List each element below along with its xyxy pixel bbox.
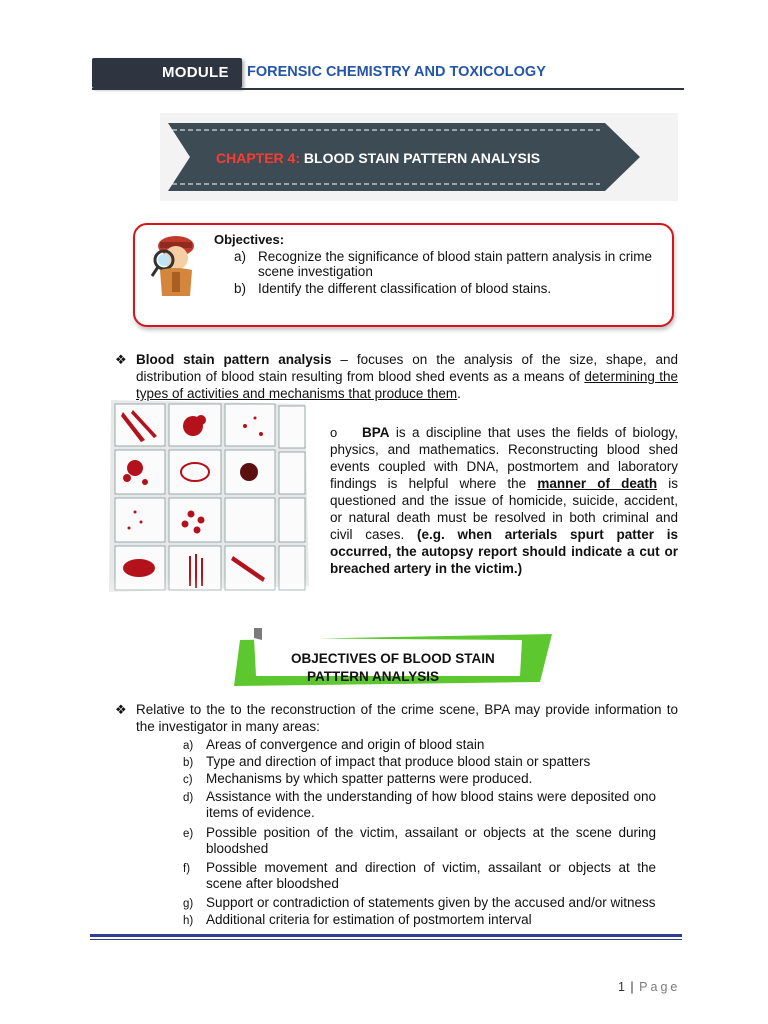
- page-word: Page: [639, 980, 681, 994]
- list-label: f): [183, 863, 191, 875]
- objective-text: Recognize the significance of blood stain pattern analysis in crime scene investigation: [258, 249, 652, 279]
- bpa-bullet: o: [330, 425, 338, 440]
- intro-term: Blood stain pattern analysis: [136, 352, 332, 367]
- list-text: Type and direction of impact that produce blood stain or spatters: [206, 754, 591, 769]
- objectives-banner-title: [291, 650, 495, 686]
- module-title: FORENSIC CHEMISTRY AND TOXICOLOGY: [247, 64, 546, 80]
- objective-label: a): [234, 249, 247, 264]
- header-rule: [92, 88, 684, 90]
- intro-text-1: – focuses on the analysis of the size, shape, and distribution of blood stain resulting from blood shed events as a means of: [136, 352, 679, 384]
- list-text: Possible position of the victim, assailant or objects at the scene during bloodshed: [206, 825, 656, 856]
- page-number: [618, 980, 680, 994]
- bpa-note: (e.g. when arterials spurt patter is occurred, the autopsy report should indicate a cut or breached artery in the victim.): [330, 527, 678, 576]
- list-label: c): [183, 774, 193, 786]
- module-label: MODULE: [162, 64, 229, 81]
- chapter-lead: CHAPTER 4:: [216, 150, 301, 166]
- intro-underlined: determining the types of activities and mechanisms that produce them: [136, 369, 678, 401]
- footer-rule-thin: [90, 939, 682, 940]
- list-text: Support or contradiction of statements given by the accused and/or witness: [206, 895, 656, 910]
- list-label: d): [183, 792, 194, 804]
- objective-label: b): [234, 281, 247, 296]
- bpa-term: BPA: [362, 425, 390, 440]
- relative-paragraph: Relative to the to the reconstruction of the crime scene, BPA may provide information to the investigator in many areas:: [136, 702, 678, 734]
- list-text: Additional criteria for estimation of postmortem interval: [206, 912, 532, 927]
- blood-stain-collage-image: [105, 396, 321, 636]
- list-text: Areas of convergence and origin of blood stain: [206, 737, 485, 752]
- list-label: a): [183, 740, 194, 752]
- bpa-paragraph: [330, 424, 678, 577]
- footer-rule: [90, 934, 682, 937]
- list-text: Assistance with the understanding of how blood stains were deposited ono items of evidence.: [206, 789, 656, 820]
- list-text: Mechanisms by which spatter patterns were produced.: [206, 771, 533, 786]
- diamond-bullet-icon: ❖: [115, 352, 127, 367]
- detective-icon: [146, 226, 206, 298]
- list-text: Possible movement and direction of victim, assailant or objects at the scene after bloodshed: [206, 860, 656, 891]
- chapter-name: BLOOD STAIN PATTERN ANALYSIS: [300, 150, 541, 166]
- bpa-underlined: manner of death: [537, 476, 658, 491]
- objectives-heading: Objectives:: [214, 232, 285, 247]
- banner-line-2: PATTERN ANALYSIS: [307, 669, 440, 684]
- diamond-bullet-icon: ❖: [115, 702, 127, 717]
- bpa-text-2: is questioned and the issue of homicide, suicide, accident, or natural death must be resolved in both criminal and civil cases.: [330, 476, 678, 542]
- page-separator: |: [625, 980, 640, 994]
- page-number-value: 1: [618, 980, 626, 994]
- intro-paragraph: [136, 351, 678, 402]
- banner-line-1: OBJECTIVES OF BLOOD STAIN: [291, 651, 495, 666]
- list-label: b): [183, 757, 194, 769]
- list-label: h): [183, 915, 194, 927]
- list-label: g): [183, 898, 194, 910]
- chapter-title: [216, 150, 540, 166]
- list-label: e): [183, 828, 194, 840]
- objective-text: Identify the different classification of blood stains.: [258, 281, 552, 296]
- intro-text-2: .: [457, 386, 461, 401]
- bpa-text-1: is a discipline that uses the fields of biology, physics, and mathematics. Reconstructing blood shed events coupled with DNA, postmortem and laboratory findings is helpful where the: [330, 425, 678, 491]
- module-tag: [92, 58, 242, 88]
